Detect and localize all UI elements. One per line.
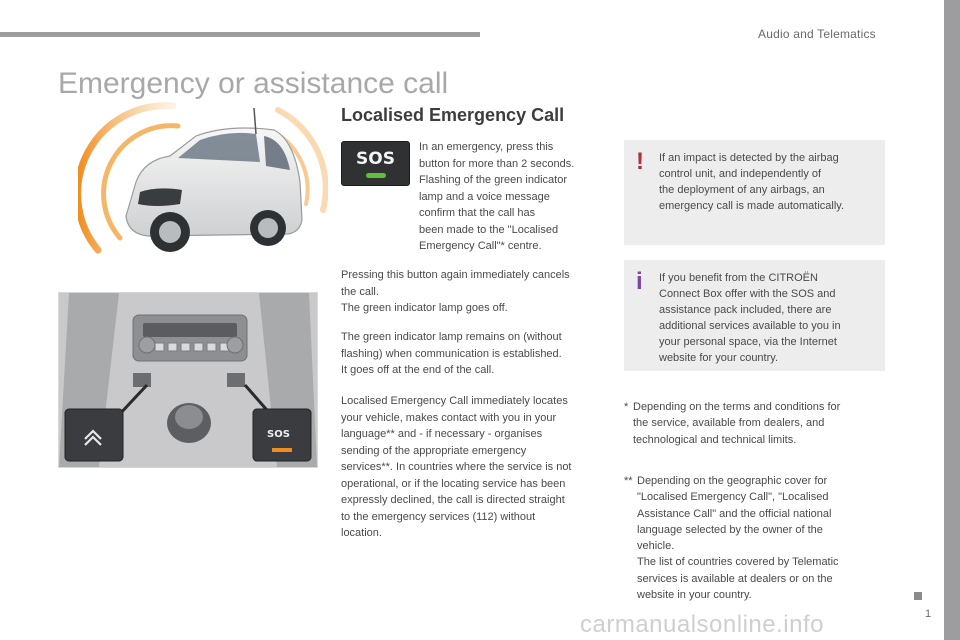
locate-line: to the emergency services (112) without [341, 510, 536, 523]
cancel-line: the call. [341, 285, 379, 298]
lamp-status-line: flashing) when communication is established. [341, 347, 562, 360]
footnote-coverage [624, 473, 886, 603]
footnote-line: Depending on the terms and conditions for [633, 401, 841, 413]
console-panel-icon [59, 293, 317, 467]
end-of-page-square-icon [914, 592, 922, 600]
info-line: If you benefit from the CITROËN [659, 272, 818, 284]
intro-paragraph [419, 139, 604, 255]
footnote-coverage-text [637, 473, 883, 603]
header-rule [0, 32, 480, 37]
footnote-mark: ** [624, 475, 633, 487]
green-indicator-lamp [366, 173, 386, 178]
exclamation-icon: ! [636, 148, 644, 175]
footnote-mark: * [624, 401, 629, 413]
footnote-line: language selected by the owner of the [637, 523, 823, 536]
info-line: Connect Box offer with the SOS and [659, 288, 836, 300]
warning-line: control unit, and independently of [659, 168, 822, 180]
footnote-line: Assistance Call" and the official national [637, 507, 832, 520]
warning-notice [624, 140, 885, 245]
cancel-line: Pressing this button again immediately cancels [341, 269, 570, 281]
console-illustration [58, 292, 318, 468]
locate-line: language** and - if necessary - organises [341, 428, 543, 440]
footnote-terms [624, 399, 886, 449]
intro-line: In an emergency, press this [419, 141, 554, 153]
footnote-line: The list of countries covered by Telematic [637, 556, 839, 569]
locate-line: location. [341, 527, 382, 539]
sos-button-label: SOS [356, 149, 395, 169]
page-number: 1 [925, 608, 932, 620]
warning-line: If an impact is detected by the airbag [659, 152, 839, 164]
locate-line: services**. In countries where the service is not [341, 461, 572, 473]
footnote-terms-text [633, 399, 883, 448]
intro-line: lamp and a voice message [419, 190, 550, 203]
info-line: assistance pack included, there are [659, 304, 832, 316]
locate-line: your vehicle, makes contact with you in your [341, 411, 557, 424]
page-title: Emergency or assistance call [58, 67, 449, 100]
footnote-line: website in your country. [637, 589, 752, 602]
intro-line: Emergency Call"* centre. [419, 240, 542, 252]
locate-line: operational, or if the locating service has been [341, 477, 566, 490]
lamp-status-line: The green indicator lamp remains on (without [341, 331, 562, 343]
cancel-line: The green indicator lamp goes off. [341, 302, 508, 314]
footnote-line: the service, available from dealers, and [633, 417, 825, 430]
intro-line: confirm that the call has [419, 207, 536, 219]
page-edge-bar [944, 0, 960, 640]
footnote-line: technological and technical limits. [633, 433, 797, 446]
section-subtitle: Localised Emergency Call [341, 105, 565, 125]
info-icon: i [636, 268, 643, 295]
warning-notice-text [659, 150, 874, 214]
footnote-line: Depending on the geographic cover for [637, 475, 828, 487]
section-title: Audio and Telematics [758, 27, 876, 41]
footnote-line: vehicle. [637, 540, 675, 553]
console-sos-label: SOS [267, 429, 290, 440]
watermark: carmanualsonline.info [580, 611, 824, 638]
car-emergency-illustration [78, 100, 328, 278]
info-notice [624, 260, 885, 371]
warning-line: the deployment of any airbags, an [659, 184, 825, 196]
locate-line: sending of the appropriate emergency [341, 444, 527, 457]
info-line: your personal space, via the Internet [659, 336, 837, 348]
locate-line: expressly declined, the call is directed straight [341, 494, 565, 506]
intro-line: Flashing of the green indicator [419, 174, 567, 186]
sos-button[interactable] [341, 141, 410, 186]
warning-line: emergency call is made automatically. [659, 200, 845, 212]
locate-paragraph [341, 393, 606, 542]
cancel-paragraph [341, 267, 606, 317]
intro-line: been made to the "Localised [419, 223, 559, 236]
info-line: additional services available to you in [659, 320, 841, 332]
lamp-status-line: It goes off at the end of the call. [341, 364, 495, 376]
lamp-status-paragraph [341, 329, 606, 379]
locate-line: Localised Emergency Call immediately locates [341, 395, 568, 407]
footnote-line: services is available at dealers or on the [637, 572, 833, 585]
intro-line: button for more than 2 seconds. [419, 157, 575, 170]
car-signal-icon [78, 100, 328, 278]
info-notice-text [659, 270, 874, 366]
footnote-line: "Localised Emergency Call", "Localised [637, 491, 829, 504]
info-line: website for your country. [659, 352, 779, 364]
